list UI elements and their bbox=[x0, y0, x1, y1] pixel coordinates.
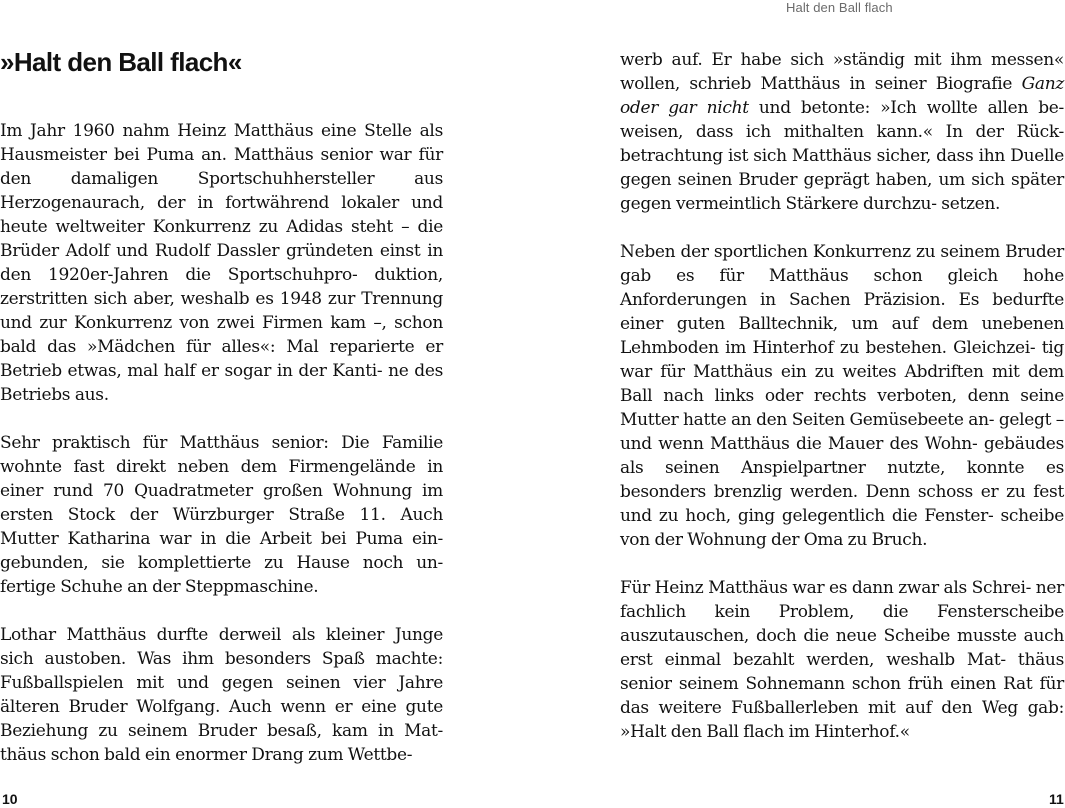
text-line: Bruder gab es für Matthäus schon gleich hohe bbox=[620, 242, 1065, 286]
text-line: seine Mutter hatte an den Seiten Gemüsebeete an- bbox=[620, 386, 1064, 430]
text-line: kam –, schon bald das »Mädchen für alles«: Mal bbox=[0, 313, 443, 357]
text-line: Duelle gegen seinen Bruder geprägt haben, um bbox=[620, 146, 1065, 190]
text-line: thäus senior seinem Sohnemann schon früh bbox=[620, 650, 1064, 694]
text-line: den Weg gab: »Halt den Ball flach im Hinterhof.« bbox=[620, 698, 1064, 742]
text-line: fertige Schuhe an der Steppmaschine. bbox=[0, 577, 319, 597]
text-line: gebäudes als seinen Anspielpartner nutzte, konnte bbox=[620, 434, 1064, 478]
text-line: wohnte fast direkt neben dem Firmengelände in bbox=[0, 457, 443, 477]
text-line: tig war für Matthäus ein zu weites Abdriften mit bbox=[620, 338, 1064, 382]
text-line: Herzogenaurach, der in fortwährend lokaler und bbox=[0, 193, 443, 213]
text-line: fest und zu hoch, ging gelegentlich die Fenster- bbox=[620, 482, 1064, 526]
text-line: Für Heinz Matthäus war es dann zwar als Schrei- bbox=[620, 578, 1032, 598]
text-line: sich austoben. Was ihm besonders Spaß machte: bbox=[0, 649, 443, 669]
text-line: dem Ball nach links oder rechts verboten, denn bbox=[620, 362, 1065, 406]
paragraph bbox=[0, 623, 443, 767]
text-line: einer guten Balltechnik, um auf dem unebenen bbox=[620, 314, 1064, 334]
text-line: Trennung und zur Konkurrenz von zwei Firmen bbox=[0, 289, 443, 333]
text-line: war für den damaligen Sportschuhhersteller aus bbox=[0, 145, 444, 189]
text-line: gelegt – und wenn Matthäus die Mauer des Wohn- bbox=[620, 410, 1064, 454]
left-page-body bbox=[0, 119, 443, 767]
text-run: wollen, schrieb Matthäus in seiner Biografie bbox=[620, 74, 1022, 94]
text-line: gebunden, sie komplettierte zu Hause noch un- bbox=[0, 553, 443, 573]
paragraph bbox=[0, 119, 443, 407]
text-line: heute weltweiter Konkurrenz zu Adidas steht – bbox=[0, 217, 410, 237]
text-line: Im Jahr 1960 nahm Heinz Matthäus eine Stelle bbox=[0, 121, 412, 141]
page-number-right: 11 bbox=[1049, 791, 1064, 807]
book-title: oder gar nicht bbox=[620, 98, 749, 118]
text-line: Beziehung zu seinem Bruder besaß, kam in Mat- bbox=[0, 721, 443, 741]
text-line: reparierte er Betrieb etwas, mal half er sogar in der Kanti- bbox=[0, 337, 443, 381]
text-line: einst in den 1920er-Jahren die Sportschuhpro- bbox=[0, 241, 443, 285]
text-line: ne des Betriebs aus. bbox=[0, 361, 444, 405]
paragraph bbox=[0, 431, 443, 599]
text-line: älteren Bruder Wolfgang. Auch wenn er eine gute bbox=[0, 697, 443, 717]
text-line: im ersten Stock der Würzburger Straße 11. Auch bbox=[0, 481, 443, 525]
chapter-title: »Halt den Ball flach« bbox=[0, 47, 242, 77]
running-head: Halt den Ball flach bbox=[786, 0, 893, 15]
text-line: Neben der sportlichen Konkurrenz zu seinem bbox=[620, 242, 1000, 262]
text-line: sich später gegen vermeintlich Stärkere durchzu- bbox=[620, 170, 1064, 214]
text-line: Sehr praktisch für Matthäus senior: Die Familie bbox=[0, 433, 443, 453]
text-line: Fußballspielen mit und gegen seinen vier Jahre bbox=[0, 673, 443, 693]
text-line: die Brüder Adolf und Rudolf Dassler gründeten bbox=[0, 217, 443, 261]
text-line: Mutter Katharina war in die Arbeit bei Puma ein- bbox=[0, 529, 443, 549]
text-line: ner fachlich kein Problem, die Fensterscheibe bbox=[620, 578, 1064, 622]
right-page-body bbox=[620, 48, 1064, 744]
text-line: es besonders brenzlig werden. Denn schoss er zu bbox=[620, 458, 1064, 502]
text-line: Lehmboden im Hinterhof zu bestehen. Gleichzei- bbox=[620, 338, 1036, 358]
text-line: betrachtung ist sich Matthäus sicher, dass ihn bbox=[620, 146, 1006, 166]
paragraph bbox=[620, 576, 1064, 744]
text-line: weisen, dass ich mithalten kann.« In der Rück- bbox=[620, 122, 1064, 142]
text-line: setzen. bbox=[941, 194, 1001, 214]
text-line: werb auf. Er habe sich »ständig mit ihm messen« bbox=[620, 50, 1064, 70]
text-run: und betonte: »Ich wollte allen be- bbox=[748, 98, 1064, 118]
text-line: auszutauschen, doch die neue Scheibe musste bbox=[620, 626, 1017, 646]
page-number-left: 10 bbox=[2, 791, 18, 807]
paragraph bbox=[620, 240, 1064, 552]
text-line: als Hausmeister bei Puma an. Matthäus senior bbox=[0, 121, 443, 165]
text-line: einen Rat für das weitere Fußballerleben mit auf bbox=[620, 674, 1065, 718]
text-line: auch erst einmal bezahlt werden, weshalb Mat- bbox=[620, 626, 1064, 670]
text-line: Lothar Matthäus durfte derweil als kleiner Junge bbox=[0, 625, 443, 645]
text-line: scheibe von der Wohnung der Oma zu Bruch. bbox=[620, 506, 1064, 550]
text-line: einer rund 70 Quadratmeter großen Wohnung bbox=[0, 481, 412, 501]
text-line: thäus schon bald ein enormer Drang zum Wettbe- bbox=[0, 745, 413, 765]
text-line: duktion, zerstritten sich aber, weshalb es 1948 zur bbox=[0, 265, 443, 309]
book-title: Ganz bbox=[1021, 74, 1064, 94]
paragraph bbox=[620, 48, 1064, 216]
text-line: Anforderungen in Sachen Präzision. Es bedurfte bbox=[620, 290, 1064, 310]
